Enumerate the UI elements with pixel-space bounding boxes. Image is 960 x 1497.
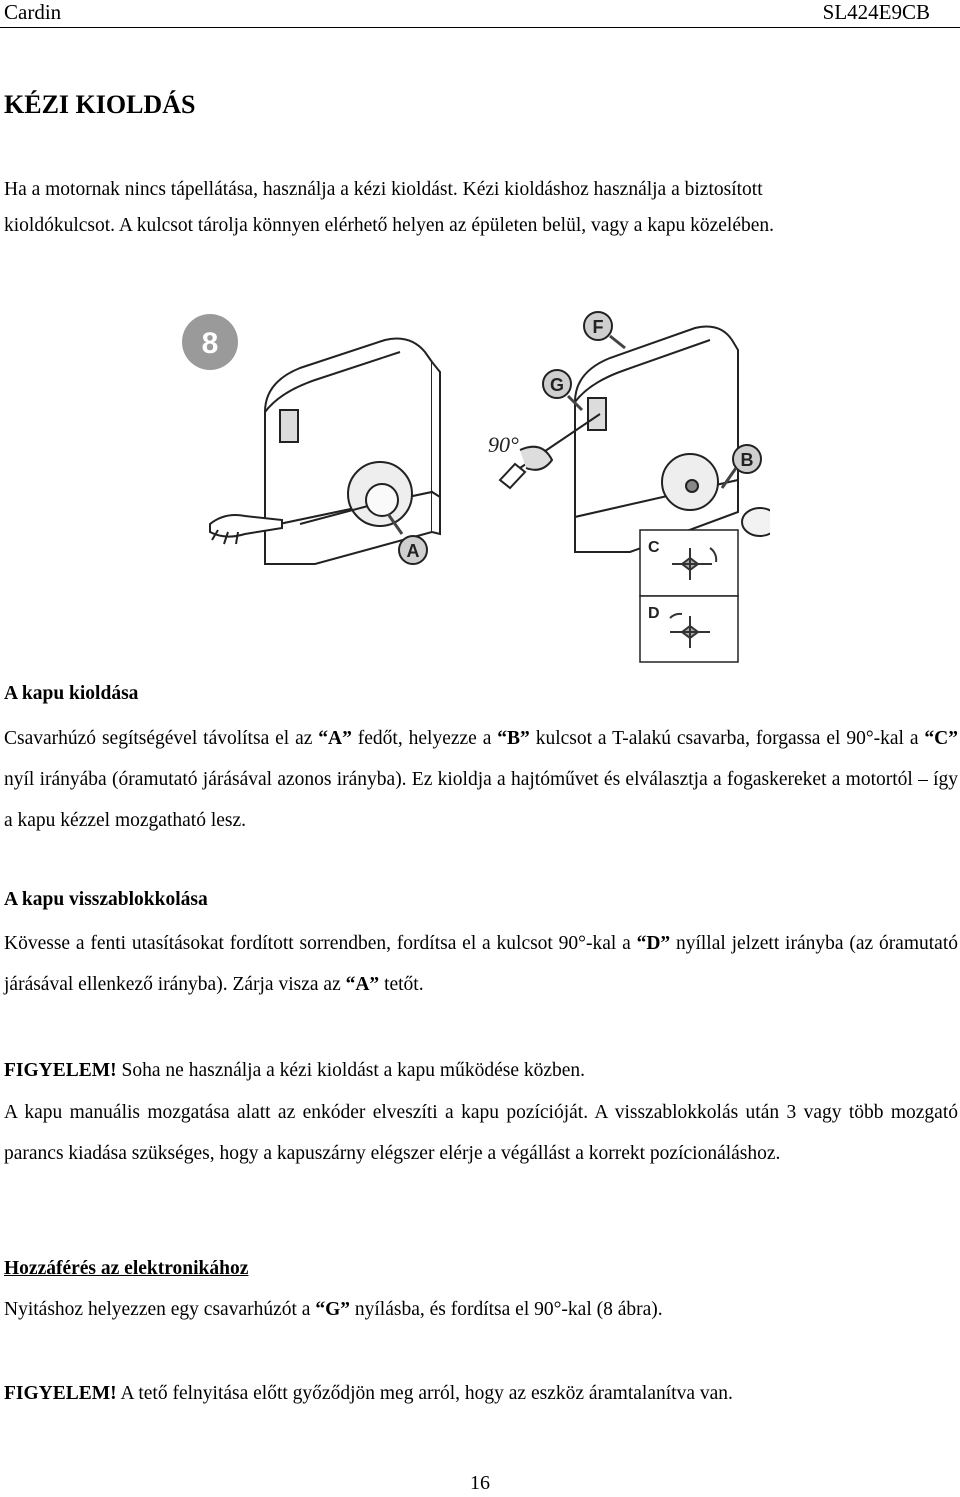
relock-heading: A kapu visszablokkolása	[4, 889, 208, 910]
intro-paragraph	[4, 172, 958, 244]
detail-panel-c	[640, 530, 738, 596]
relock-text-2: nyíllal jelzett irányba (az óramutató járásával ellenkező irányba). Zárja visza az	[4, 933, 958, 995]
label-d: D	[648, 605, 660, 622]
warning-2-text: A tető felnyitása előtt győződjön meg arról, hogy az eszköz áramtalanítva van.	[116, 1383, 733, 1404]
access-key-g: “G”	[315, 1299, 350, 1320]
encoder-paragraph: A kapu manuális mozgatása alatt az enkóder elveszíti a kapu pozícióját. A visszablokkolás után 3 vagy több mozgató parancs kiadása szükséges, hogy a kapuszárny elégszer elérje a végállást a korrekt pozícionáláshoz.	[4, 1102, 958, 1164]
access-heading: Hozzáférés az elektronikához	[4, 1258, 249, 1279]
header-model: SL424E9CB	[822, 0, 930, 24]
access-text-1: Nyitáshoz helyezzen egy csavarhúzót a	[4, 1299, 316, 1320]
release-heading: A kapu kioldása	[4, 683, 139, 704]
release-paragraph	[4, 718, 958, 841]
relock-text-1: Kövesse a fenti utasításokat fordított sorrendben, fordítsa el a kulcsot 90°-kal a	[4, 933, 637, 954]
access-paragraph	[4, 1296, 958, 1324]
label-f: F	[592, 317, 604, 337]
warning-2-label: FIGYELEM!	[4, 1383, 117, 1404]
label-a: A	[406, 541, 420, 561]
intro-line-1: Ha a motornak nincs tápellátása, használja a kézi kioldást. Kézi kioldáshoz használja a biztosított	[4, 179, 763, 200]
label-c: C	[648, 539, 660, 556]
right-motor-unit	[575, 327, 770, 553]
release-key-b: “B”	[497, 728, 530, 749]
label-g: G	[549, 375, 565, 395]
angle-label: 90°	[488, 432, 519, 457]
page-number: 16	[470, 1472, 490, 1494]
warning-1	[4, 1050, 958, 1091]
access-text-2: nyílásba, és fordítsa el 90°-kal (8 ábra).	[350, 1299, 663, 1320]
figure-number-badge	[182, 314, 238, 370]
page-title: KÉZI KIOLDÁS	[4, 90, 196, 119]
page-header	[0, 0, 960, 28]
header-brand: Cardin	[4, 0, 62, 24]
label-b: B	[740, 450, 754, 470]
release-text-2: fedőt, helyezze a	[351, 728, 498, 749]
warning-1-label: FIGYELEM!	[4, 1060, 117, 1081]
relock-key-a: “A”	[345, 974, 380, 995]
relock-text-3: tetőt.	[379, 974, 424, 995]
warning-2	[4, 1380, 958, 1408]
warning-1-text: Soha ne használja a kézi kioldást a kapu működése közben.	[116, 1060, 586, 1081]
release-text-4: nyíl irányába (óramutató járásával azonos irányba). Ez kioldja a hajtóművet és elválasztja a fogaskereket a motortól – így a kapu kézzel mozgatható lesz.	[4, 769, 958, 831]
release-key-a: “A”	[318, 728, 352, 749]
left-motor-unit	[210, 339, 440, 565]
relock-paragraph	[4, 923, 958, 1005]
detail-panel-d	[640, 596, 738, 662]
label-f-callout	[584, 312, 625, 348]
release-text-3: kulcsot a T-alakú csavarba, forgassa el 90°-kal a	[529, 728, 925, 749]
release-text-1: Csavarhúzó segítségével távolítsa el az	[4, 728, 319, 749]
figure-8-illustration	[170, 302, 770, 682]
intro-line-2: kioldókulcsot. A kulcsot tárolja könnyen elérhető helyen az épületen belül, vagy a kapu közelében.	[4, 215, 775, 236]
relock-key-d: “D”	[636, 933, 671, 954]
release-key-c: “C”	[924, 728, 958, 749]
figure-number-label: 8	[201, 327, 219, 360]
